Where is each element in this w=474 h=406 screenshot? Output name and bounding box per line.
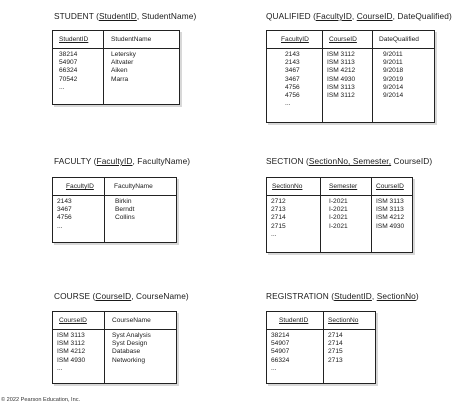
faculty-heading: FACULTY (FacultyID, FacultyName) bbox=[54, 156, 191, 166]
course-table bbox=[52, 311, 177, 384]
faculty-header-facultyname: FacultyName bbox=[114, 183, 153, 190]
faculty-col-facultyid bbox=[53, 178, 105, 242]
qualified-col-datequalified bbox=[373, 31, 434, 122]
copyright-footer: © 2022 Pearson Education, Inc. bbox=[1, 397, 81, 403]
student-values-studentname: Letersky Altvater Aiken Marra bbox=[111, 51, 136, 83]
registration-col-sectionno bbox=[324, 312, 375, 383]
qualified-header-datequalified: DateQualified bbox=[379, 36, 419, 43]
qualified-heading: QUALIFIED (FacultyID, CourseID, DateQualified) bbox=[266, 11, 452, 21]
qualified-values-facultyid: 2143 2143 3467 3467 4756 4756 ... bbox=[285, 51, 300, 108]
course-header-coursename: CourseName bbox=[112, 317, 151, 324]
section-col-sectionno bbox=[267, 178, 321, 252]
student-col-studentid bbox=[53, 31, 104, 104]
registration-values-studentid: 38214 54907 54907 66324 ... bbox=[271, 332, 290, 372]
course-values-coursename: Syst Analysis Syst Design Database Networking bbox=[112, 332, 151, 364]
section-heading: SECTION (SectionNo, Semester, CourseID) bbox=[266, 156, 433, 166]
student-values-studentid: 38214 54907 66324 70542 ... bbox=[59, 51, 78, 91]
faculty-col-facultyname bbox=[105, 178, 176, 242]
course-values-courseid: ISM 3113 ISM 3112 ISM 4212 ISM 4930 ... bbox=[57, 332, 86, 372]
course-col-courseid bbox=[53, 312, 105, 383]
qualified-header-facultyid: FacultyID bbox=[281, 36, 309, 43]
section-header-courseid: CourseID bbox=[376, 183, 404, 190]
registration-header-sectionno: SectionNo bbox=[328, 317, 359, 324]
student-col-studentname bbox=[104, 31, 179, 104]
course-heading: COURSE (CourseID, CourseName) bbox=[54, 291, 189, 301]
faculty-header-facultyid: FacultyID bbox=[66, 183, 94, 190]
section-col-semester bbox=[321, 178, 372, 252]
qualified-col-facultyid bbox=[267, 31, 323, 122]
section-values-sectionno: 2712 2713 2714 2715 ... bbox=[271, 198, 286, 238]
qualified-col-courseid bbox=[323, 31, 373, 122]
qualified-table bbox=[266, 30, 435, 123]
section-values-semester: I-2021 I-2021 I-2021 I-2021 bbox=[329, 198, 348, 230]
qualified-header-courseid: CourseID bbox=[329, 36, 357, 43]
section-values-courseid: ISM 3113 ISM 3113 ISM 4212 ISM 4930 bbox=[376, 198, 405, 230]
student-heading: STUDENT (StudentID, StudentName) bbox=[54, 11, 197, 21]
registration-heading: REGISTRATION (StudentID, SectionNo) bbox=[266, 291, 419, 301]
faculty-table bbox=[52, 177, 177, 243]
student-header-studentid: StudentID bbox=[59, 36, 89, 43]
registration-header-studentid: StudentID bbox=[279, 317, 309, 324]
section-header-sectionno: SectionNo bbox=[272, 183, 303, 190]
registration-col-studentid bbox=[267, 312, 324, 383]
section-header-semester: Semester bbox=[329, 183, 358, 190]
student-header-studentname: StudentName bbox=[111, 36, 152, 43]
qualified-values-datequalified: 9/2011 9/2011 9/2018 9/2019 9/2014 9/2014 bbox=[383, 51, 404, 100]
course-col-coursename bbox=[105, 312, 176, 383]
registration-values-sectionno: 2714 2714 2715 2713 bbox=[328, 332, 343, 364]
faculty-values-facultyid: 2143 3467 4756 ... bbox=[57, 198, 72, 230]
registration-table bbox=[266, 311, 376, 384]
qualified-values-courseid: ISM 3112 ISM 3113 ISM 4212 ISM 4930 ISM 3113 ISM 3112 bbox=[327, 51, 356, 100]
faculty-values-facultyname: Birkin Berndt Collins bbox=[115, 198, 135, 222]
course-header-courseid: CourseID bbox=[59, 317, 87, 324]
section-col-courseid bbox=[372, 178, 412, 252]
student-table bbox=[52, 30, 180, 105]
section-table bbox=[266, 177, 413, 253]
